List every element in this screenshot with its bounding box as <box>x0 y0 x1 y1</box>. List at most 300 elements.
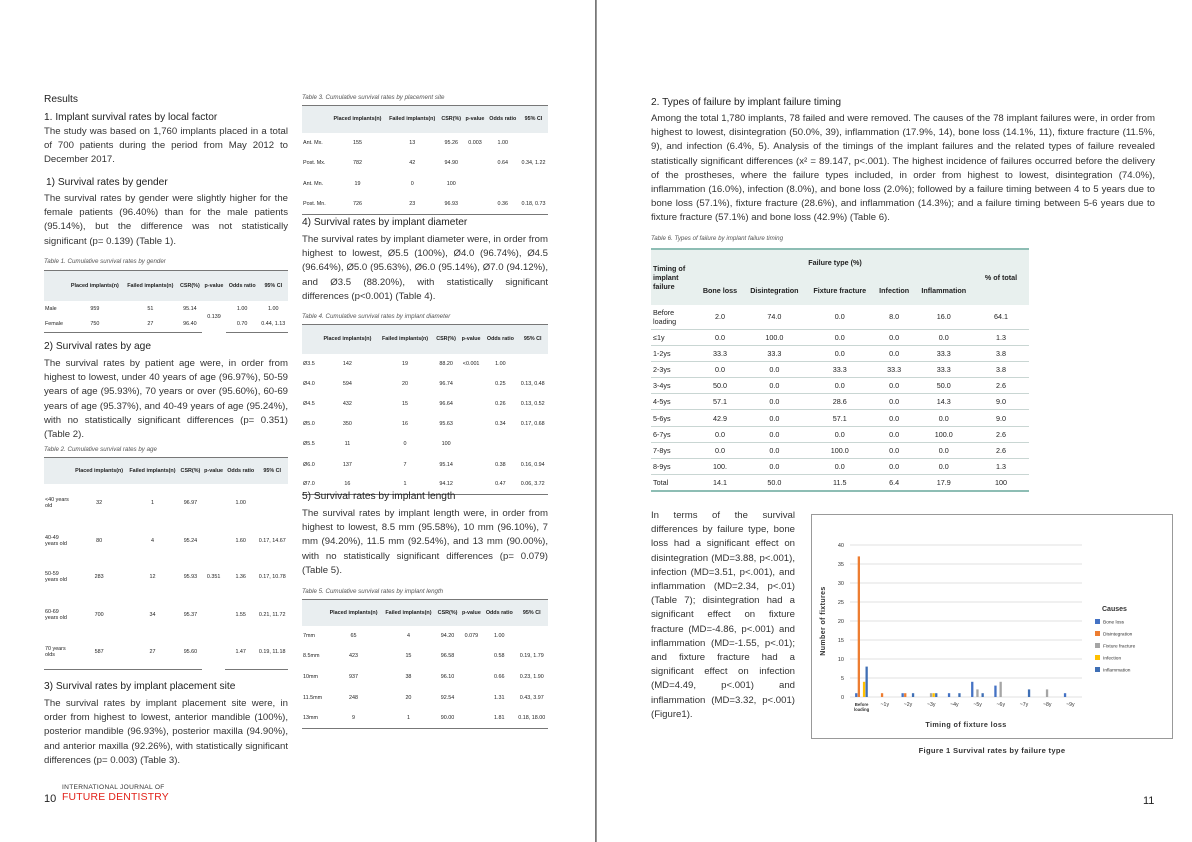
table-cell <box>463 174 486 195</box>
table-cell: 0.0 <box>915 442 973 458</box>
x-tick-label: ~6y <box>996 702 1006 708</box>
table-cell: 3.8 <box>973 345 1029 361</box>
table-cell: 0 <box>403 441 407 448</box>
table-cell: 7mm <box>303 632 315 639</box>
age-heading: 2) Survival rates by age <box>44 341 152 352</box>
table-cell: 0.21, 11.72 <box>258 611 286 618</box>
table-cell: 0.06, 3.72 <box>517 475 548 495</box>
table-cell: Ø7.0 <box>302 475 318 495</box>
table-cell: 100 <box>446 180 456 187</box>
table-row <box>302 374 548 394</box>
table-cell: 0.0 <box>874 459 915 475</box>
age-text: The survival rates by patient age were, in order from highest to lowest, under 40 years of age (96.97%), 50-59 years of age (95.93%), 70 years or over (95.60%), 60-69 years of age (95.37%), and 40-49 years of age (95.24%), with no statistically significant differences (p= 0.351) (Table 2). <box>44 358 288 441</box>
table-cell: 0.0 <box>806 426 874 442</box>
table-cell <box>459 475 484 495</box>
table-cell: 1.00 <box>495 360 506 367</box>
table-cell: 57.1 <box>697 394 743 410</box>
table-cell: 0.0 <box>915 329 973 345</box>
table-cell: 9.0 <box>973 410 1029 426</box>
table-cell <box>463 153 486 174</box>
table-5-caption: Table 5. Cumulative survival rates by implant length <box>302 588 444 595</box>
table-cell: 51 <box>147 305 154 312</box>
table-cell: 1.00 <box>235 499 246 506</box>
table-cell: 9 <box>326 708 382 729</box>
table-cell: 27 <box>123 317 177 333</box>
table-row <box>302 394 548 414</box>
x-tick-label: ~9y <box>1066 702 1075 708</box>
table-cell: Post. Mn. <box>302 194 330 215</box>
table-cell: 34 <box>149 611 156 618</box>
table-cell: 12 <box>149 574 156 580</box>
table-row <box>302 133 548 154</box>
table-4-caption: Table 4. Cumulative survival rates by implant diameter <box>302 313 451 320</box>
table-cell: 0.17, 0.68 <box>520 421 545 428</box>
table-cell: 0.36 <box>487 194 519 215</box>
table-cell: 0.58 <box>494 653 505 660</box>
table-header-cell: Odds ratio <box>225 458 256 484</box>
t6-head-type: Infection <box>874 275 915 305</box>
table-cell: 27 <box>126 635 178 670</box>
table-cell: 2.6 <box>973 426 1029 442</box>
table-cell: Ø6.0 <box>303 461 315 468</box>
table-cell: 0.34, 1.22 <box>521 160 546 167</box>
chart-bar <box>866 667 868 697</box>
table-3-caption: Table 3. Cumulative survival rates by placement site <box>302 94 445 101</box>
table-cell: 9.0 <box>973 394 1029 410</box>
table-cell: 15 <box>405 653 412 660</box>
table-header-cell: Placed implants(n) <box>326 600 382 626</box>
table-cell <box>459 434 484 454</box>
table-cell: 50.0 <box>743 475 806 491</box>
length-heading: 5) Survival rates by implant length <box>302 491 456 502</box>
table-cell: 100 <box>973 475 1029 491</box>
table-cell: 0.44, 1.13 <box>259 317 288 333</box>
table-cell: 23 <box>385 194 439 215</box>
table-cell: 33.3 <box>697 345 743 361</box>
table-cell: 1.81 <box>483 708 515 729</box>
table-cell: 0.0 <box>743 394 806 410</box>
table-cell: Ø4.0 <box>303 380 315 387</box>
table-cell: 6-7ys <box>651 426 697 442</box>
table-header-cell: p-value <box>202 271 226 301</box>
legend-label: Bone loss <box>1103 620 1125 626</box>
y-tick-label: 25 <box>837 600 844 606</box>
table-row <box>44 522 288 560</box>
table-6 <box>651 248 1029 492</box>
chart-bar <box>935 693 937 697</box>
table-header-cell: p-value <box>459 325 484 354</box>
table-cell: 1.31 <box>494 694 505 701</box>
table-cell: 50.0 <box>697 378 743 394</box>
table-cell: 0.0 <box>874 329 915 345</box>
table-header-cell: Placed implants(n) <box>72 458 126 484</box>
chart-bar <box>881 693 883 697</box>
table-header-cell: Odds ratio <box>487 106 519 133</box>
table-cell: 92.54 <box>440 694 455 701</box>
table-cell: ≤1y <box>651 329 697 345</box>
table-cell: 94.20 <box>440 632 455 639</box>
table-cell: 0.18, 18.00 <box>516 708 548 729</box>
table-row <box>44 595 288 635</box>
table-row <box>302 434 548 454</box>
table-cell: 7-8ys <box>651 442 697 458</box>
table-cell: 0.0 <box>915 459 973 475</box>
diameter-text: The survival rates by implant diameter were, in order from highest to lowest, Ø5.5 (100%), Ø4.0 (96.74%), Ø4.5 (96.64%), Ø5.0 (95.63%), Ø6.0 (95.14%), Ø7.0 (94.12%), and Ø3.5 (88.20%), with statistically significant differences (p<0.001) (Table 4). <box>302 234 548 302</box>
chart-bar <box>982 693 984 697</box>
table-row <box>44 560 288 595</box>
table-row <box>302 194 548 215</box>
table-cell: 0.0 <box>697 442 743 458</box>
table-header-cell <box>302 600 326 626</box>
table-cell: 0.0 <box>806 459 874 475</box>
table-header-cell: Failed implants(n) <box>377 325 434 354</box>
table-cell: 0.0 <box>915 410 973 426</box>
table-cell: 50.0 <box>915 378 973 394</box>
table-cell: 0.0 <box>874 426 915 442</box>
table-header-cell: p-value <box>463 106 486 133</box>
table-cell: 283 <box>94 574 104 580</box>
table-cell: 16 <box>402 421 409 428</box>
x-tick-label: ~7y <box>1019 702 1029 708</box>
table-row <box>651 410 1029 426</box>
table-1-caption: Table 1. Cumulative survival rates by gender <box>44 258 166 265</box>
table-row <box>651 329 1029 345</box>
table-cell: 2.0 <box>697 305 743 329</box>
table-1 <box>44 270 288 333</box>
table-cell: 1-2ys <box>651 345 697 361</box>
table-cell: 95.60 <box>179 635 203 670</box>
section-2-heading: 2. Types of failure by implant failure timing <box>651 97 842 108</box>
table-cell <box>459 374 484 394</box>
table-cell: 1 <box>150 499 154 506</box>
table-row <box>302 454 548 474</box>
table-cell: 28.6 <box>806 394 874 410</box>
table-cell: 38 <box>405 673 412 680</box>
table-cell: 0.0 <box>743 442 806 458</box>
table-cell: 100 <box>441 441 451 448</box>
table-cell: 1.36 <box>235 574 246 580</box>
table-row <box>302 414 548 434</box>
table-cell: 6.4 <box>874 475 915 491</box>
table-header-cell: CSR(%) <box>178 271 203 301</box>
table-row <box>302 174 548 195</box>
section-2-text: Among the total 1,780 implants, 78 failed and were removed. The causes of the 78 implant failures were, in order from highest to lowest, disintegration (50.0%, 39), inflammation (17.9%, 14), bone loss (14.1%, 11), fixture fracture (11.5%, 9), and infection (6.4%, 5). Analysis of the timings of the implant failures and the related types of failure revealed statistically significant differences (x² = 89.147, p<.001). The highest incidence of failures occurred before the delivery of the prostheses, where the failure types included, in order from highest to lowest, disintegration (74.0%), inflammation (16.0%), infection (8.0%), and bone loss (2.0%); followed by a failure timing between 4 to 5 years due to bone loss (57.1%), fixture fracture (28.6%), and inflammation (14.3%); and a failure timing between 5-6 years due to fixture fracture (57.1%) and bone loss (42.9%) (Table 6). <box>651 113 1155 224</box>
table-cell: 20 <box>405 694 412 701</box>
table-cell <box>459 454 484 474</box>
table-cell <box>483 434 517 454</box>
table-cell: Post. Mx. <box>303 160 326 167</box>
y-tick-label: 10 <box>837 657 844 663</box>
table-cell: 0.079 <box>464 632 479 639</box>
survival-bar-chart <box>812 515 1172 738</box>
table-header-cell: 95% CI <box>519 106 548 133</box>
table-cell: 0.0 <box>806 329 874 345</box>
table-cell <box>459 394 484 414</box>
table-row <box>651 345 1029 361</box>
table-header-cell <box>302 325 318 354</box>
table-cell: 1.00 <box>494 632 505 639</box>
y-tick-label: 40 <box>837 543 844 549</box>
chart-bar <box>1046 689 1048 697</box>
table-cell: 11.5mm <box>303 694 323 701</box>
table-cell: 0.43, 3.97 <box>519 694 544 701</box>
table-cell: 0.0 <box>806 378 874 394</box>
table-cell: 96.40 <box>178 317 203 333</box>
figure-1-chart <box>811 514 1173 739</box>
x-tick-label: ~8y <box>1042 702 1052 708</box>
table-cell: 95.26 <box>444 139 458 146</box>
table-header-cell <box>44 458 72 484</box>
table-cell: 15 <box>402 400 409 407</box>
chart-bar <box>912 693 914 697</box>
table-row <box>302 646 548 667</box>
table-cell: 594 <box>342 380 352 387</box>
x-tick-label: ~4y <box>950 702 959 708</box>
chart-bar <box>1000 682 1002 697</box>
legend-label: Inflammation <box>1103 668 1131 674</box>
table-cell: 16 <box>318 475 377 495</box>
table-cell: 0.26 <box>495 400 506 407</box>
table-cell: 4-5ys <box>651 394 697 410</box>
journal-name-top: INTERNATIONAL JOURNAL OF <box>62 784 165 791</box>
table-cell: 94.90 <box>444 160 458 167</box>
table-cell: 11 <box>344 441 351 448</box>
table-cell: 0.0 <box>743 361 806 377</box>
x-axis-label: Timing of fixture loss <box>925 720 1007 729</box>
table-row <box>651 378 1029 394</box>
table-cell: 33.3 <box>915 361 973 377</box>
table-cell: Ant. Mx. <box>303 139 323 146</box>
table-cell: 95.37 <box>183 611 198 618</box>
table-header-cell: Failed implants(n) <box>382 600 436 626</box>
table-cell: 8.0 <box>874 305 915 329</box>
table-4 <box>302 324 548 495</box>
table-cell: 96.10 <box>440 673 455 680</box>
table-cell: 137 <box>342 461 352 468</box>
table-cell: 88.20 <box>439 360 453 367</box>
table-cell <box>256 484 288 522</box>
table-cell: 248 <box>349 694 359 701</box>
section-1-heading: 1. Implant survival rates by local factor <box>44 112 218 123</box>
table-header-cell: CSR(%) <box>433 325 459 354</box>
table-cell: 0.38 <box>495 461 506 468</box>
chart-bar <box>930 693 932 697</box>
table-cell: 2-3ys <box>651 361 697 377</box>
table-header-cell: CSR(%) <box>435 600 459 626</box>
table-cell: 1.60 <box>235 537 246 544</box>
table-row <box>44 317 288 333</box>
table-cell: 16.0 <box>915 305 973 329</box>
table-cell <box>517 434 548 454</box>
table-cell: 8.5mm <box>303 653 320 660</box>
table-cell: <40 years old <box>45 496 69 509</box>
table-cell: 13mm <box>302 708 326 729</box>
table-cell: 95.24 <box>183 537 198 544</box>
right-page <box>596 0 1192 842</box>
chart-bar <box>902 693 904 697</box>
table-cell: 1.3 <box>973 329 1029 345</box>
table-cell <box>463 194 486 215</box>
chart-bar <box>971 682 973 697</box>
table-cell: 33.3 <box>743 345 806 361</box>
table-cell: 95.63 <box>439 421 453 428</box>
table-cell: 155 <box>353 139 362 146</box>
table-cell: 0.0 <box>743 410 806 426</box>
table-header-cell: Failed implants(n) <box>385 106 439 133</box>
table-cell: 3.8 <box>973 361 1029 377</box>
table-cell: 0.0 <box>874 410 915 426</box>
table-row <box>302 626 548 647</box>
table-cell: 0.13, 0.52 <box>520 400 545 407</box>
legend-swatch <box>1095 643 1100 648</box>
table-cell: 0.0 <box>743 378 806 394</box>
table-cell <box>459 414 484 434</box>
table-cell: Before loading <box>651 305 697 329</box>
diameter-heading: 4) Survival rates by implant diameter <box>302 217 468 228</box>
table-cell: 96.74 <box>439 380 453 387</box>
table-cell: 4 <box>406 632 410 639</box>
chart-bar <box>863 682 865 697</box>
table-cell: 350 <box>342 421 352 428</box>
table-cell: 0.18, 0.73 <box>519 194 548 215</box>
table-header-cell: Placed implants(n) <box>318 325 377 354</box>
table-cell: 20 <box>402 380 409 387</box>
table-3 <box>302 105 548 215</box>
table-cell: 64.1 <box>973 305 1029 329</box>
table-cell: 0.17, 10.78 <box>258 574 286 580</box>
table-cell <box>519 174 548 195</box>
table-cell: 1.3 <box>973 459 1029 475</box>
table-cell: 0.25 <box>495 380 506 387</box>
table-cell <box>460 687 483 708</box>
chart-bar <box>948 693 950 697</box>
t6-head-type: Disintegration <box>743 275 806 305</box>
table-row <box>651 361 1029 377</box>
legend-swatch <box>1095 667 1100 672</box>
table-cell: 90.00 <box>435 708 459 729</box>
table-cell: Ø4.5 <box>303 400 315 407</box>
table-cell: 0.0 <box>697 361 743 377</box>
table-cell: 57.1 <box>806 410 874 426</box>
table-cell: Ø5.0 <box>303 421 315 428</box>
table-cell: 0.0 <box>806 345 874 361</box>
table-row <box>44 484 288 522</box>
table-cell: 1.47 <box>225 635 256 670</box>
table-cell: Ant. Mn. <box>303 180 324 187</box>
table-row <box>302 667 548 688</box>
table-cell: 0.47 <box>483 475 517 495</box>
table-row <box>651 394 1029 410</box>
legend-label: Infection <box>1103 656 1122 662</box>
table-cell: 0.0 <box>806 305 874 329</box>
legend-swatch <box>1095 631 1100 636</box>
t6-head-type: Fixture fracture <box>806 275 874 305</box>
table-cell: 100.0 <box>743 329 806 345</box>
table-header-cell: Odds ratio <box>483 325 517 354</box>
table-cell: Male <box>45 305 57 312</box>
journal-name-bottom: FUTURE DENTISTRY <box>62 792 169 803</box>
table-cell: 937 <box>349 673 359 680</box>
chart-bar <box>904 693 906 697</box>
legend-label: Fixture fracture <box>1103 644 1136 650</box>
table-cell: 0.34 <box>495 421 506 428</box>
table-header-cell <box>44 271 67 301</box>
table-cell: 8-9ys <box>651 459 697 475</box>
chart-bar <box>1064 693 1066 697</box>
table-cell: 0.13, 0.48 <box>520 380 545 387</box>
table-cell: 14.3 <box>915 394 973 410</box>
table-cell: 5-6ys <box>651 410 697 426</box>
x-tick-label: ~1y <box>880 702 890 708</box>
survival-text: In terms of the survival differences by failure type, bone loss had a significant effect on disintegration (MD=3.88, p<.001), infection (MD=3.51, p<.001), and inflammation (MD=2.34, p<.01) (Table 7); disintegration had a significant effect on fixture fracture (MD=-4.86, p<.001) and inflammation (MD=-1.55, p<.01); and fixture fracture had a significant effect on infection (MD=4.49, p<.001) and inflammation (MD=3.32, p<.001) (Figure1). <box>651 510 795 720</box>
table-header-cell: 95% CI <box>516 600 548 626</box>
x-tick-label: ~5y <box>973 702 982 708</box>
table-cell: 0.64 <box>497 160 509 167</box>
table-cell: 0.66 <box>494 673 505 680</box>
table-cell <box>516 626 548 647</box>
table-cell: 0.16, 0.94 <box>520 461 545 468</box>
legend-swatch <box>1095 655 1100 660</box>
t6-head-type: Inflammation <box>915 275 973 305</box>
table-cell: 65 <box>350 632 357 639</box>
table-cell: Ø3.5 <box>303 360 315 367</box>
table-cell: 1 <box>382 708 436 729</box>
table-header-cell: 95% CI <box>517 325 548 354</box>
table-cell <box>517 354 548 374</box>
table-cell: 0.003 <box>468 139 482 146</box>
y-axis-label: Number of fixtures <box>820 586 827 656</box>
table-cell: 0.0 <box>874 394 915 410</box>
table-cell: 96.97 <box>183 499 198 506</box>
length-text: The survival rates by implant length were, in order from highest to lowest, 8.5 mm (95.58%), 10 mm (96.10%), 7 mm (94.20%), 11.5 mm (92.54%), and 13 mm (90.00%), with no statistically significant differences (p= 0.079) (Table 5). <box>302 508 548 576</box>
table-header-cell: Odds ratio <box>483 600 515 626</box>
table-cell: 4 <box>150 537 154 544</box>
legend-swatch <box>1095 619 1100 624</box>
figure-1-caption: Figure 1 Survival rates by failure type <box>918 746 1066 755</box>
table-cell: 587 <box>72 635 126 670</box>
chart-bar <box>976 689 978 697</box>
table-cell-pvalue: 0.351 <box>206 573 221 580</box>
section-1-text: The study was based on 1,760 implants placed in a total of 700 patients during the period from May 2012 to December 2017. <box>44 126 288 166</box>
table-cell: 432 <box>342 400 352 407</box>
table-cell: 33.3 <box>806 361 874 377</box>
table-cell: 1.00 <box>236 305 248 312</box>
table-cell: 0.70 <box>226 317 259 333</box>
table-header-cell: p-value <box>202 458 225 484</box>
table-cell: 423 <box>349 653 359 660</box>
table-cell: 7 <box>403 461 407 468</box>
table-row <box>302 153 548 174</box>
table-2-caption: Table 2. Cumulative survival rates by age <box>44 446 157 453</box>
table-cell: 32 <box>96 499 103 506</box>
table-cell: 1.55 <box>235 611 246 618</box>
table-header-cell <box>302 106 330 133</box>
t6-head-group: Failure type (%) <box>697 249 973 275</box>
table-cell: 13 <box>409 139 416 146</box>
x-tick-label: ~3y <box>926 702 936 708</box>
table-6-caption: Table 6. Types of failure by implant failure timing <box>651 235 784 242</box>
chart-bar <box>958 693 960 697</box>
table-cell-pvalue: 0.139 <box>207 313 221 320</box>
table-cell: 11.5 <box>806 475 874 491</box>
table-header-cell: CSR(%) <box>439 106 463 133</box>
t6-head-timing: Timing of implant failure <box>651 249 697 305</box>
table-cell: 0.19, 1.79 <box>519 653 544 660</box>
table-cell: 1 <box>377 475 434 495</box>
table-header-cell: Failed implants(n) <box>126 458 178 484</box>
table-cell: 100. <box>697 459 743 475</box>
y-tick-label: 35 <box>837 562 844 568</box>
